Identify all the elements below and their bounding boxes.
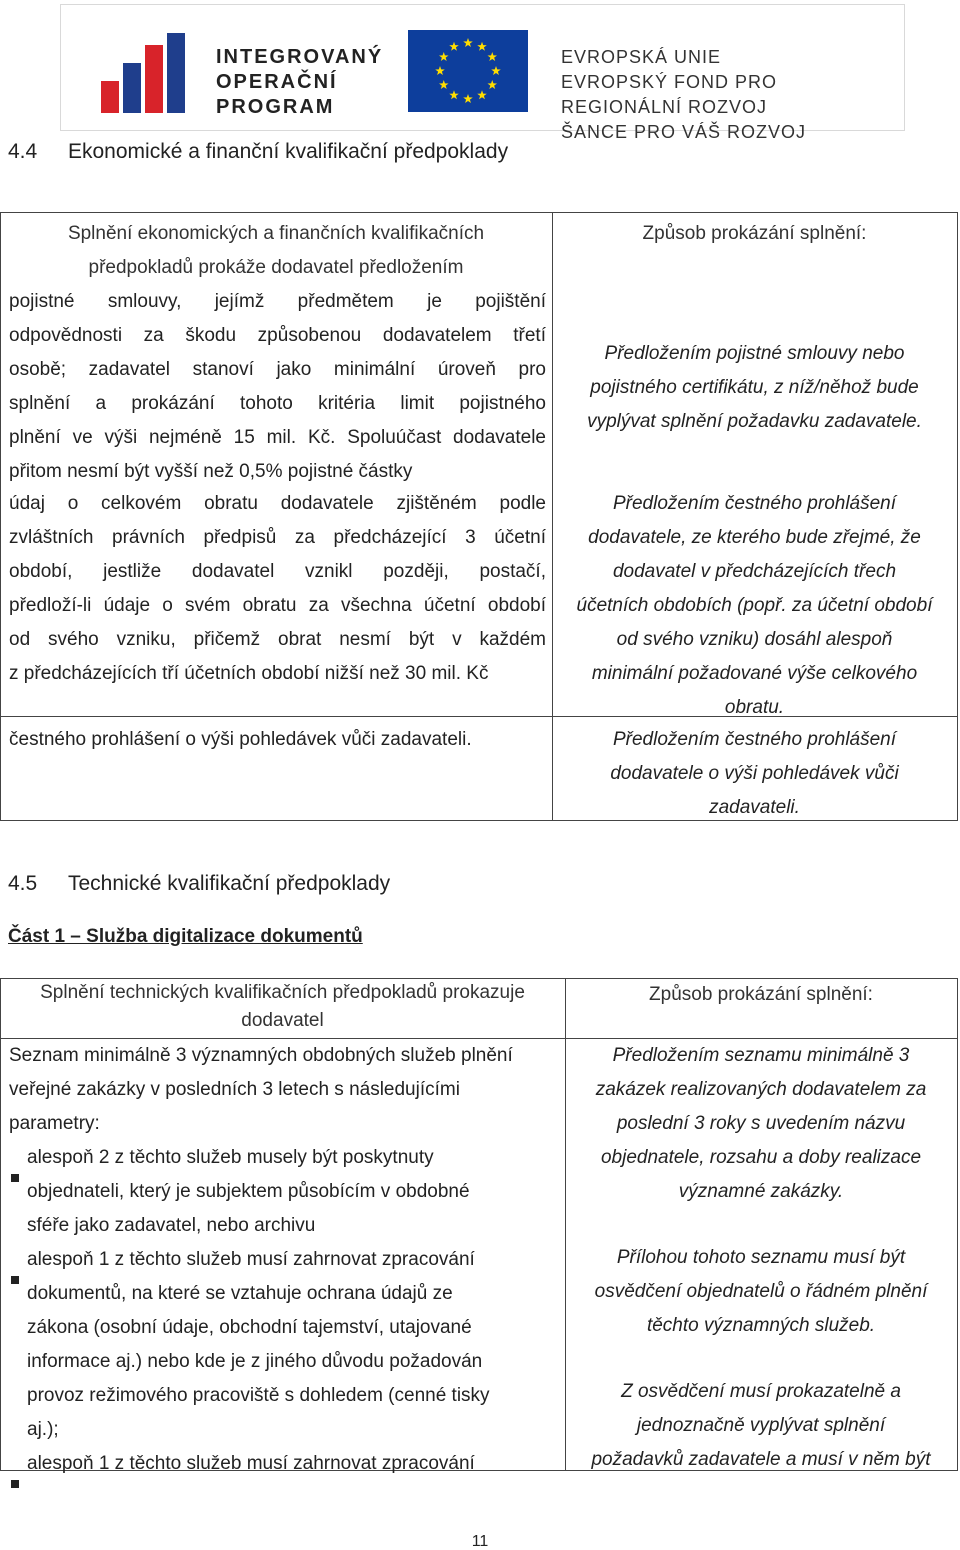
bullet-square-icon	[11, 1174, 19, 1182]
proof-body-cell	[566, 1039, 958, 1471]
text-line: Předložením pojistné smlouvy nebo	[604, 343, 905, 364]
text-line: provoz režimového pracoviště s dohledem (cenné tisky	[27, 1385, 490, 1406]
bullet-square-icon	[11, 1480, 19, 1488]
logo-banner	[60, 4, 905, 142]
text-line: veřejné zakázky v posledních 3 letech s následujícími	[9, 1079, 460, 1100]
section-title: Ekonomické a finanční kvalifikační předpoklady	[68, 140, 509, 163]
references-intro	[9, 1039, 561, 1141]
text-line: odpovědnosti za škodu způsobenou dodavatelem třetí	[9, 325, 546, 346]
economic-requirements-table	[0, 212, 958, 821]
table-row	[1, 979, 958, 1039]
text-line: sféře jako zadavatel, nebo archivu	[27, 1215, 316, 1236]
text-line: plnění ve výši nejméně 15 mil. Kč. Spoluúčast dodavatele	[9, 427, 546, 448]
section-title: Technické kvalifikační předpoklady	[68, 872, 391, 895]
eu-line: ŠANCE PRO VÁŠ ROZVOJ	[561, 122, 807, 142]
insurance-requirement	[9, 285, 546, 489]
program-line: PROGRAM	[216, 96, 335, 118]
text-line: dodavatele, ze kterého bude zřejmé, že	[588, 527, 921, 548]
eu-line: EVROPSKÝ FOND PRO REGIONÁLNÍ ROZVOJ	[561, 72, 778, 117]
requirement-header	[5, 979, 560, 1035]
text-line: objednateli, který je subjektem působícím v obdobné	[27, 1181, 470, 1202]
text-line: minimální požadované výše celkového	[591, 663, 918, 684]
technical-requirements-table	[0, 978, 958, 1474]
text-line: aj.);	[27, 1419, 59, 1440]
bullet-item	[27, 1243, 557, 1447]
text-line: přitom nesmí být vyšší než 0,5% pojistné částky	[9, 461, 413, 482]
text-line: zvláštních právních předpisů za předcházející 3 účetní	[9, 527, 546, 548]
text-line: vyplývat splnění požadavku zadavatele.	[587, 411, 922, 432]
text-line: obratu.	[724, 697, 785, 718]
references-proof	[566, 1039, 956, 1209]
text-line: jednoznačně vyplývat splnění	[636, 1415, 886, 1436]
proof-header: Způsob prokázání splnění:	[649, 984, 873, 1005]
section-heading-4-5	[8, 872, 390, 896]
text-line: z předcházejících tří účetních období nižší než 30 mil. Kč	[9, 663, 489, 684]
text-line: předloží-li údaje o svém obratu za všechna účetní období	[9, 595, 546, 616]
bullet-square-icon	[11, 1276, 19, 1284]
proof-cell-continued	[553, 717, 958, 821]
text-line: Předložením čestného prohlášení	[612, 729, 897, 750]
table-row	[1, 1039, 958, 1471]
text-line: zakázek realizovaných dodavatelem za	[595, 1079, 927, 1100]
insurance-proof	[553, 337, 956, 439]
text-line: parametry:	[9, 1113, 100, 1134]
bullet-item	[27, 1141, 557, 1243]
text-line: zákona (osobní údaje, obchodní tajemství, utajované	[27, 1317, 472, 1338]
text-line: informace aj.) nebo kde je z jiného důvodu požadován	[27, 1351, 483, 1372]
text-line: poslední 3 roky s uvedením názvu	[616, 1113, 906, 1134]
text-line: dodavatele o výši pohledávek vůči	[610, 763, 899, 784]
text-line: pojistného certifikátu, z níž/něhož bude	[590, 377, 919, 398]
text-line: alespoň 1 z těchto služeb musí zahrnovat zpracování	[27, 1249, 475, 1270]
requirement-cell	[1, 213, 553, 750]
program-line: INTEGROVANÝ	[216, 46, 384, 68]
page-number: 11	[471, 1533, 489, 1550]
text-line: alespoň 2 z těchto služeb musely být poskytnuty	[27, 1147, 434, 1168]
requirement-header	[9, 217, 543, 285]
bullet-item	[27, 1447, 557, 1481]
text-line: údaj o celkovém obratu dodavatele zjištěném podle	[9, 493, 546, 514]
proof-header: Způsob prokázání splnění:	[642, 223, 867, 244]
requirement-body-cell	[1, 1039, 566, 1474]
text-line: Splnění ekonomických a finančních kvalifikačních	[67, 223, 485, 244]
text-line: požadavků zadavatele a musí v něm být	[591, 1449, 931, 1470]
text-line: od svého vzniku, přičemž obrat nesmí být v každém	[9, 629, 546, 650]
section-heading-4-4	[8, 140, 508, 164]
certificate-content-proof	[566, 1375, 956, 1477]
text-line: těchto významných služeb.	[646, 1315, 876, 1336]
receivables-requirement: čestného prohlášení o výši pohledávek vůči zadavateli.	[9, 729, 472, 750]
requirement-header-cell	[1, 979, 566, 1039]
turnover-requirement	[9, 487, 546, 691]
program-line: OPERAČNÍ	[216, 71, 338, 93]
text-line: osvědčení objednatelů o řádném plnění	[594, 1281, 928, 1302]
proof-header-cell	[566, 979, 958, 1039]
text-line: Splnění technických kvalifikačních předpokladů prokazuje	[40, 982, 525, 1003]
text-line: období, jestliže dodavatel vznikl později, postačí,	[9, 561, 546, 582]
text-line: dodavatel	[241, 1010, 324, 1031]
eu-flag-icon	[408, 30, 528, 112]
certificates-proof	[566, 1241, 956, 1343]
requirement-cell-continued	[1, 717, 553, 821]
iop-logo-icon	[101, 33, 191, 113]
text-line: Předložením seznamu minimálně 3	[612, 1045, 910, 1066]
text-line: dodavatel v předcházejících třech	[612, 561, 897, 582]
table-row	[1, 717, 958, 821]
text-line: splnění a prokázání tohoto kritéria limit pojistného	[9, 393, 546, 414]
text-line: pojistné smlouvy, jejímž předmětem je pojištění	[9, 291, 546, 312]
text-line: Přílohou tohoto seznamu musí být	[616, 1247, 906, 1268]
eu-caption	[561, 45, 904, 145]
section-number: 4.4	[8, 140, 38, 163]
text-line: dokumentů, na které se vztahuje ochrana údajů ze	[27, 1283, 453, 1304]
text-line: Předložením čestného prohlášení	[612, 493, 897, 514]
text-line: objednatele, rozsahu a doby realizace	[600, 1147, 922, 1168]
table-row	[1, 213, 958, 717]
text-line: od svého vzniku) dosáhl alespoň	[616, 629, 893, 650]
text-line: Seznam minimálně 3 významných obdobných služeb plnění	[9, 1045, 513, 1066]
text-line: předpokladů prokáže dodavatel předložením	[88, 257, 464, 278]
turnover-proof	[553, 487, 956, 725]
text-line: osobě; zadavatel stanoví jako minimální úroveň pro	[9, 359, 546, 380]
part-title: Část 1 – Služba digitalizace dokumentů	[8, 926, 363, 947]
text-line: alespoň 1 z těchto služeb musí zahrnovat zpracování	[27, 1453, 475, 1474]
proof-cell	[553, 213, 958, 818]
section-number: 4.5	[8, 872, 38, 895]
text-line: zadavateli.	[709, 797, 800, 818]
eu-line: EVROPSKÁ UNIE	[561, 47, 722, 67]
text-line: účetních obdobích (popř. za účetní období	[576, 595, 933, 616]
program-name	[216, 45, 383, 120]
text-line: Z osvědčení musí prokazatelně a	[621, 1381, 901, 1402]
text-line: významné zakázky.	[678, 1181, 844, 1202]
